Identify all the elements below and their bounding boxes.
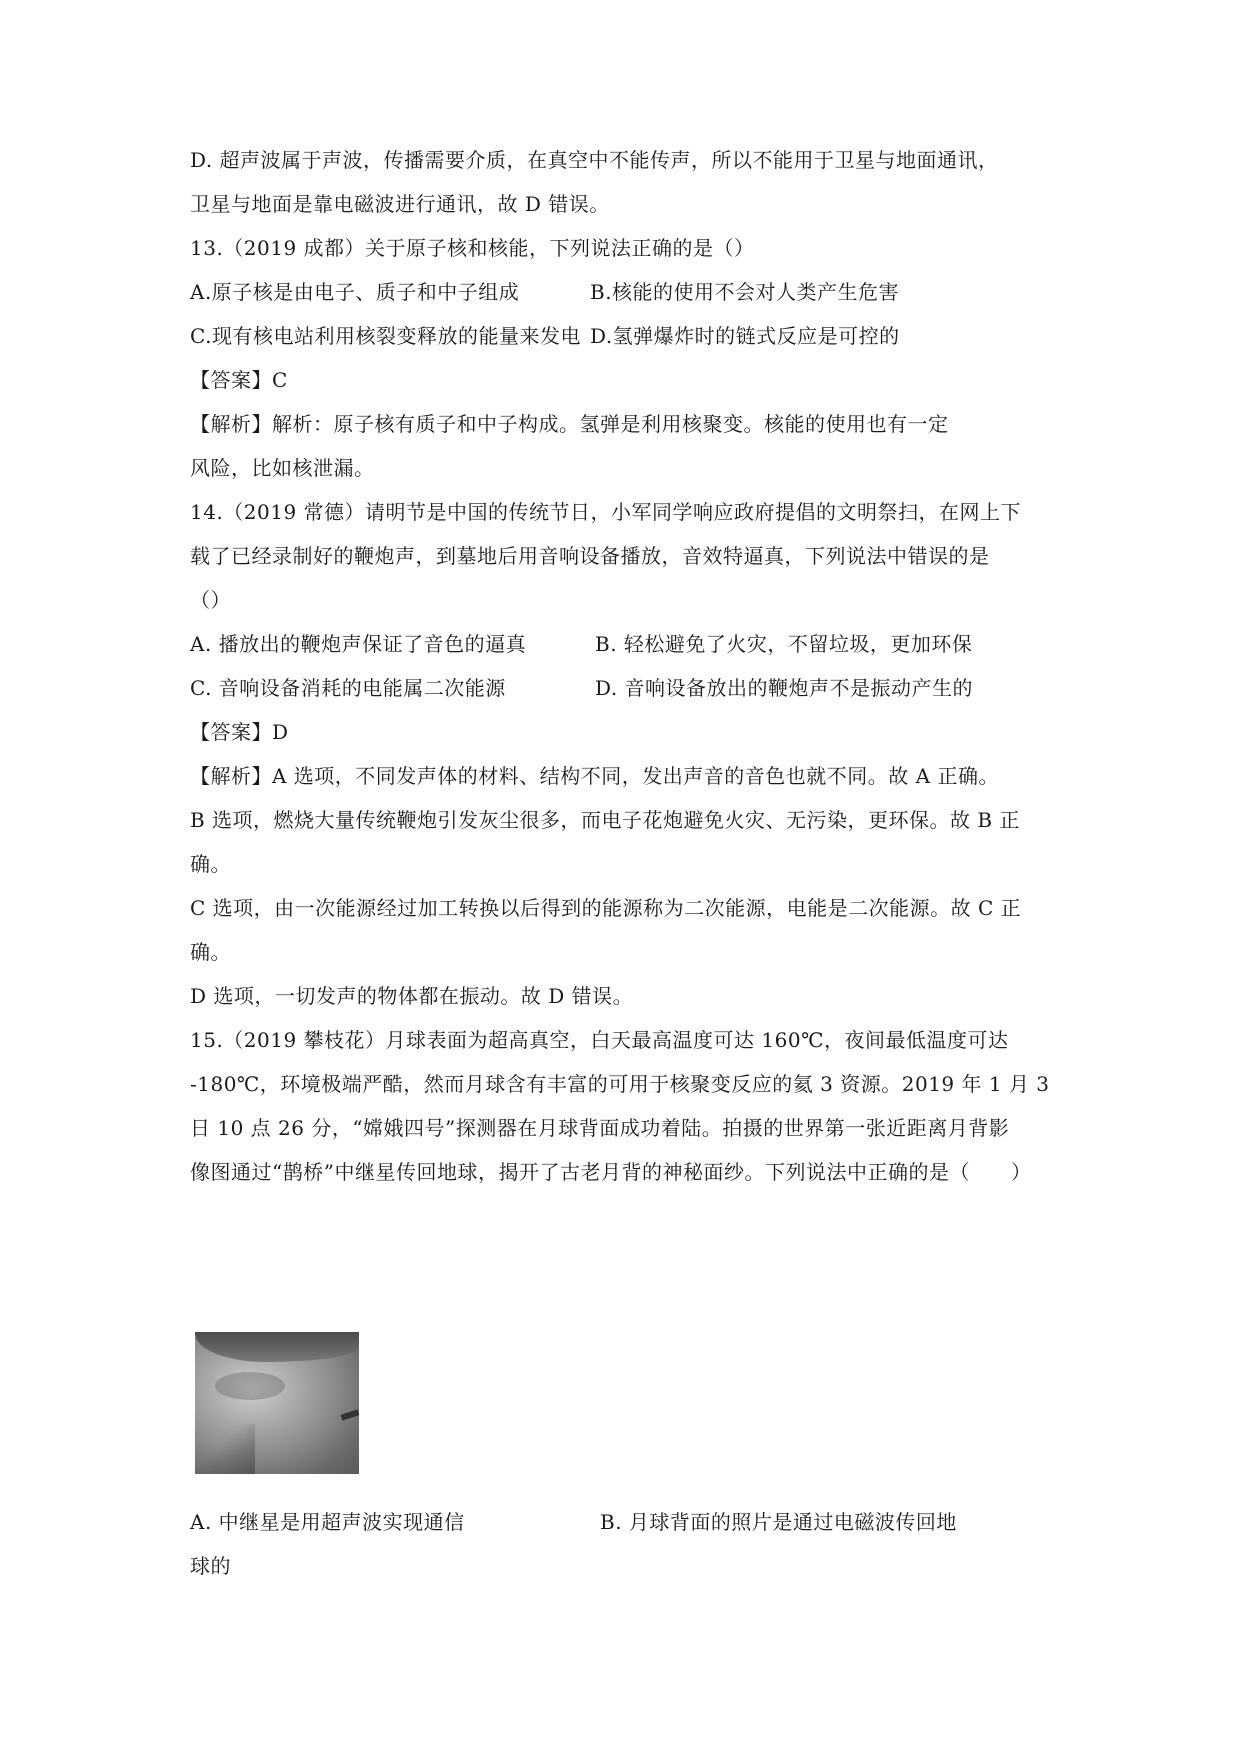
q14-stem-line-1: 14.（2019 常德）请明节是中国的传统节日，小军同学响应政府提倡的文明祭扫，在网上下 [190,500,1022,524]
q12-option-d-line-1: D. 超声波属于声波，传播需要介质，在真空中不能传声，所以不能用于卫星与地面通讯， [190,148,999,172]
photo-rover-arm [341,1409,359,1420]
q14-analysis-line-6: D 选项，一切发声的物体都在振动。故 D 错误。 [190,984,634,1008]
q14-option-c: C. 音响设备消耗的电能属二次能源 [190,676,506,700]
q13-analysis-line-1: 【解析】解析：原子核有质子和中子构成。氢弹是利用核聚变。核能的使用也有一定 [190,412,949,436]
q13-analysis-line-2: 风险，比如核泄漏。 [190,456,375,480]
q14-option-b: B. 轻松避免了火灾，不留垃圾，更加环保 [595,632,973,656]
q15-stem-line-4: 像图通过“鹊桥”中继星传回地球，揭开了古老月背的神秘面纱。下列说法中正确的是（ ） [190,1160,1032,1184]
q13-option-d: D.氢弹爆炸时的链式反应是可控的 [590,324,900,348]
q14-stem-line-2: 载了已经录制好的鞭炮声，到墓地后用音响设备播放，音效特逼真，下列说法中错误的是 [190,544,990,568]
q13-stem: 13.（2019 成都）关于原子核和核能，下列说法正确的是（） [190,236,755,260]
q14-option-d: D. 音响设备放出的鞭炮声不是振动产生的 [595,676,974,700]
photo-crater [215,1372,285,1400]
q15-stem-line-1: 15.（2019 攀枝花）月球表面为超高真空，白天最高温度可达 160℃，夜间最低温度可达 [190,1028,1009,1052]
q15-stem-line-3: 日 10 点 26 分，“嫦娥四号”探测器在月球背面成功着陆。拍摄的世界第一张近距离月背影 [190,1116,1010,1140]
q12-option-d-line-2: 卫星与地面是靠电磁波进行通讯，故 D 错误。 [190,192,610,216]
q15-option-b-continued: 球的 [190,1554,231,1578]
q13-option-b: B.核能的使用不会对人类产生危害 [590,280,900,304]
q15-stem-line-2: -180℃，环境极端严酷，然而月球含有丰富的可用于核聚变反应的氦 3 资源。2019 年 1 月 3 [190,1072,1050,1096]
q15-option-b: B. 月球背面的照片是通过电磁波传回地 [600,1510,957,1534]
q15-option-a: A. 中继星是用超声波实现通信 [190,1510,465,1534]
q14-analysis-line-4: C 选项，由一次能源经过加工转换以后得到的能源称为二次能源，电能是二次能源。故 C 正 [190,896,1022,920]
q13-option-a: A.原子核是由电子、质子和中子组成 [190,280,520,304]
q14-answer: 【答案】D [190,720,289,744]
q13-answer: 【答案】C [190,368,288,392]
q14-analysis-line-5: 确。 [190,940,231,964]
q14-analysis-line-1: 【解析】A 选项，不同发声体的材料、结构不同，发出声音的音色也就不同。故 A 正确。 [190,764,999,788]
q14-analysis-line-2: B 选项，燃烧大量传统鞭炮引发灰尘很多，而电子花炮避免火灾、无污染，更环保。故 B 正 [190,808,1020,832]
photo-sky-region [195,1332,359,1362]
q14-analysis-line-3: 确。 [190,852,231,876]
photo-shadow [195,1424,255,1474]
q14-stem-line-3: （） [190,588,231,612]
q13-option-c: C.现有核电站利用核裂变释放的能量来发电 [190,324,581,348]
lunar-surface-photo [195,1332,359,1474]
q14-option-a: A. 播放出的鞭炮声保证了音色的逼真 [190,632,527,656]
document-page [190,0,1060,1754]
